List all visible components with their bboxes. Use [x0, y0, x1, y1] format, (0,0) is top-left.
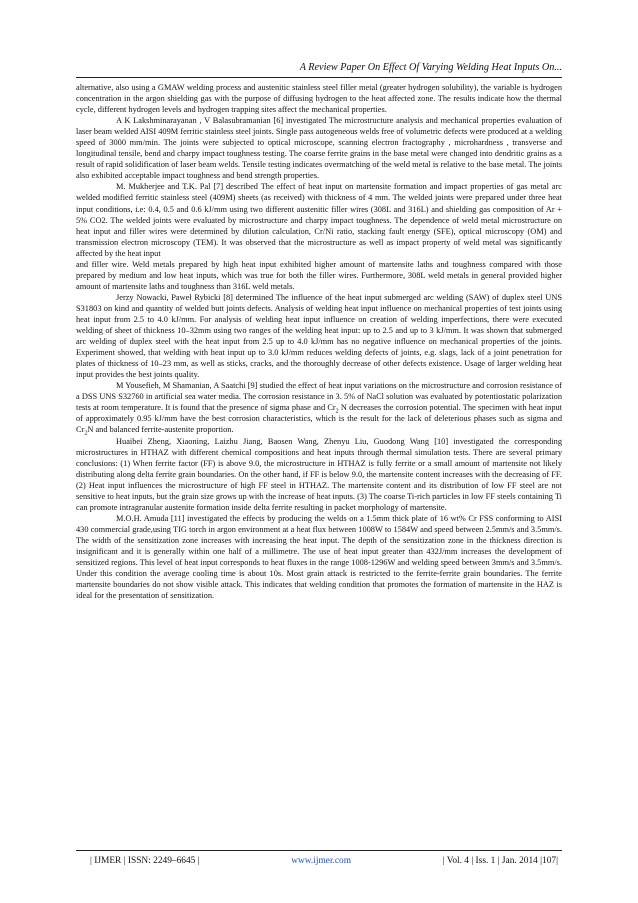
- footer-rule: [76, 850, 562, 851]
- footer-website-link[interactable]: www.ijmer.com: [291, 856, 352, 866]
- paragraph-amuda: M.O.H. Amuda [11] investigated the effects by producing the welds on a 1.5mm thick plate of 16 wt% Cr FSS conforming to AISI 430 commercial grade,using TIG torch in argon environment at a heat flux between 1008W to 1584W and speed between 2.5mm/s and 3.5mm/s. The width of the sensitization zone increases with increasing the heat input. The depth of the sensitization zone in the thickness direction is insignificant and it is generally within one half of a millimetre. The use of heat input greater than 432J/mm increases the development of sensitized regions. This level of heat input corresponds to heat fluxes in the range 1008-1296W and welding speed between 3mm/s and 3.5mm/s. Under this condition the average cooling time is about 10s. Most grain attack is restricted to the ferrite-ferrite grain boundaries. The ferrite martensite boundaries do not show visible attack. This indicates that welding condition that promotes the formation of martensite in the HAZ is ideal for the presentation of sensitization.: [76, 513, 562, 601]
- header-rule: [76, 77, 562, 78]
- footer-issue: | Vol. 4 | Iss. 1 | Jan. 2014 |107|: [442, 856, 558, 866]
- yousefieh-text-c: N and balanced ferrite-austenite proportion.: [87, 425, 234, 435]
- paragraph-mukherjee-cont: and filler wire. Weld metals prepared by high heat input exhibited higher amount of martensite laths and toughness compared with those prepared by medium and low heat inputs, which was true for both the filler wires. Furthermore, 308L weld metals in general provided higher amount of martensite laths and toughness than 316L weld metals.: [76, 259, 562, 291]
- page-footer: [90, 856, 558, 866]
- paragraph-nowacki: Jerzy Nowacki, Paweł Rybicki [8] determined The influence of the heat input submerged arc welding (SAW) of duplex steel UNS S31803 on kind and quantity of welded butt joints defects. Analysis of welding heat input influence on mechanical properties of test joints using heat input from 2.5 to 4.0 kJ/mm. For analysis of welding heat input influence on creation of welding imperfections, there were executed welding of sheet of thickness 10–32mm using two ranges of the welding heat input: up to 2.5 and up to 3 kJ/mm. It was shown that submerged arc welding of duplex steel with the heat input from 2.5 up to 4.0 kJ/mm has no negative influence on mechanical properties of the joints. Experiment showed, that welding with heat input up to 3.0 kJ/mm reduces welding defects of joints, e.g. slags, lack of a joint penetration for plates of thickness of 10–23 mm, as well as sticks, cracks, and the thoroughly decrease of other defects existence. Usage of larger welding heat input provides the best joints quality.: [76, 292, 562, 380]
- paragraph-lakshminarayanan: A K Lakshminarayanan , V Balasubramanian [6] investigated The microstructure analysis and mechanical properties evaluation of laser beam welded AISI 409M ferritic stainless steel joints. Single pass autogeneous welds free of volumetric defects were produced at a welding speed of 3000 mm/min. The joints were subjected to optical microscope, scanning electron fractography , microhardness , transverse and longitudinal tensile, bend and charpy impact toughness testing. The coarse ferrite grains in the base metal were changed into dendritic grains as a result of rapid solidification of laser beam welds. Tensile testing indicates overmatching of the weld metal is relative to the base metal. The joints also exhibited acceptable impact toughness and bend strength properties.: [76, 116, 562, 181]
- yousefieh-text-b: N decreases the corrosion potential. The specimen with heat input of approximately 0.95 kJ/mm have the best corrosion characteristics, which is the result for the lack of deleterious phases such as sigma and Cr: [76, 403, 562, 435]
- yousefieh-text-a: M Yousefieh, M Shamanian, A Saatchi [9] studied the effect of heat input variations on the microstructure and corrosion resistance of a DSS UNS S32760 in artificial sea water media. The corrosion resistance in 3. 5% of NaCl solution was evaluated by potentiostatic polarization tests at room temperature. It is found that the presence of sigma phase and Cr: [76, 381, 562, 413]
- paragraph-yousefieh: [76, 380, 562, 438]
- paragraph-mukherjee: M. Mukherjee and T.K. Pal [7] described The effect of heat input on martensite formation and impact properties of gas metal arc welded modified ferritic stainless steel (409M) sheets (as received) with thickness of 4 mm. The welded joints were prepared under three heat input conditions, i.e: 0.4, 0.5 and 0.6 kJ/mm using two different austenitic filler wires (308L and 316L) and shielding gas composition of Ar + 5% CO2. The welded joints were evaluated by microstructure and charpy impact toughness. The dependence of weld metal microstructure on heat input and filler wires were determined by dilution calculation, Cr/Ni ratio, stacking fault energy (SFE), optical microscopy (OM) and transmission electron microscopy (TEM). It was observed that the microstructure as well as impact property of weld metal was significantly affected by the heat input: [76, 182, 562, 258]
- subscript: 2: [335, 409, 339, 416]
- footer-journal: | IJMER | ISSN: 2249–6645 |: [90, 856, 200, 866]
- running-header: A Review Paper On Effect Of Varying Welding Heat Inputs On...: [299, 62, 562, 73]
- paragraph-continuation: alternative, also using a GMAW welding process and austenitic stainless steel filler metal (greater hydrogen solubility), the variable is hydrogen concentration in the argon shielding gas with the purpose of diffusing hydrogen to the heat affected zone. The results indicate how the thermal cycle, different hydrogen levels and hydrogen trapping sites affect the mechanical properties.: [76, 83, 562, 115]
- paragraph-zheng: Huaibei Zheng, Xiaoning, Laizhu Jiang, Baosen Wang, Zhenyu Liu, Guodong Wang [10] investigated the corresponding microstructures in HTHAZ with different chemical compositions and heat inputs through thermal simulation tests. There are several primary conclusions: (1) When ferrite factor (FF) is above 9.0, the microstructure in HTHAZ is fully ferrite or a small amount of martensite not likely distributing along delta ferrite grain boundaries. On the other hand, if FF is below 9.0, the martensite content increases with the decreasing of FF. (2) Heat input influences the microstructure of high FF steel in HTHAZ. The martensite content and its distribution of low FF steel are not sensitive to heat inputs, but the grain size grows up with the increase of heat inputs. (3) The coarse Ti-rich particles in low FF steels containing Ti can promote intragranular austenite formation inside delta ferrite resulting in packet morphology of martensite.: [76, 436, 562, 512]
- body-text: [76, 82, 562, 601]
- subscript: 2: [84, 431, 88, 438]
